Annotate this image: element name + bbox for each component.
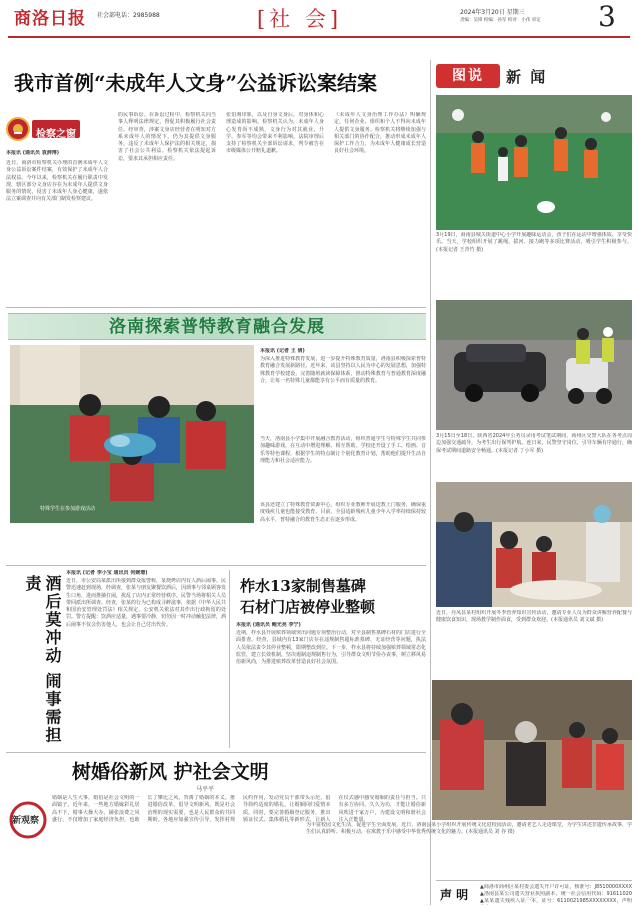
photo-nutrition-caption: 近日，丹凤县某村组织开展冬季营养知识宣传活动，邀请专业人员为群众讲解营养配餐与健康饮食知识，现场教学制作面食，受到群众欢迎。(本报通讯员 刘文斌 摄) bbox=[436, 610, 632, 624]
marriage-custom-body: 婚姻是人生大事，婚俗是社会文明的一面镜子。近年来，一些地方婚嫁彩礼居高不下，婚事大操大办、铺张浪费之风盛行，不仅增加了家庭经济负担，也助长了攀比之风，背离了婚姻的本义。推进婚俗改革，倡导文明新风，既是社会治理的现实需要，也是人民群众的共同期盼。各地应加强宣传引导，发挥村规民约作用，发动党员干部带头示范，倡导简约适度的婚礼，让婚姻回归爱情本质。同时，要完善婚姻登记服务，推出颁证仪式、集体婚礼等新形式，让新人在仪式感中感受婚姻的责任与担当。只有多方协同、久久为功，才能让婚俗新风吹进千家万户，为建设文明和谐社会注入正能量。 bbox=[52, 795, 426, 823]
section-label: [社 会] bbox=[257, 7, 343, 31]
photo-traffic-police bbox=[436, 300, 632, 430]
education-para-3: 该县还建立了特殊教育资源中心，组织专业教师开展送教上门服务，确保重度残疾儿童也能接受教育。目前，全县适龄残疾儿童少年入学率持续保持较高水平，普特融合的教育生态正在逐步形成。 bbox=[260, 502, 426, 523]
drunk-article-body: 近日，市公安局某派出所接到群众报警称，某烧烤店内有人酒后闹事。民警迅速赶到现场，经调查，张某与朋友聚餐饮酒后，因琐事与邻桌顾客发生口角，进而推搡打闹，扰乱了店内正常经营秩序。民警当场将相关人员带回派出所调查。经查，张某的行为已构成寻衅滋事，依据《中华人民共和国治安管理处罚法》相关规定，公安机关依法对其作出行政拘留的处罚。警方提醒：饮酒应适量，遇事要冷静，切勿因一时冲动触犯法律，酒后闹事不仅会伤害他人，也会让自己付出代价。 bbox=[66, 578, 226, 628]
lead-col-4: 《未成年人文身治理工作办法》明确规定，任何企业、组织和个人不得向未成年人提供文身服务。检察机关将继续加强与相关部门的协作配合，推动形成未成年人保护工作合力，为未成年人健康成长营造良好社会环境。 bbox=[334, 112, 426, 155]
education-photo-caption: 特殊学生在参加游戏活动 bbox=[40, 506, 96, 512]
column-label-text: 检察之窗 bbox=[36, 129, 76, 140]
procuratorate-column-label bbox=[6, 117, 76, 143]
picture-news-title: 新 闻 bbox=[506, 68, 548, 86]
picture-news-tag bbox=[436, 64, 500, 88]
tombstone-body: 近期，柞水县开展殡葬领域突出问题专项整治行动，对全县制售墓碑石材的门店进行全面排查。经查，县域内有13家门店存在违规制售超标准墓碑、无证经营等问题，执法人员依法责令其停业整顿，限期整改到位。下一步，柞水县将持续加强殡葬领域常态化监管，建立长效机制，坚决遏制违规制售行为，引导群众文明节俭办丧事，树立移风易俗新风尚，为推进殡葬改革营造良好社会氛围。 bbox=[236, 630, 426, 666]
notice-item: ▲商洛市商州区某村委会遗失开户许可证，核准号：J8510000XXXX bbox=[480, 884, 632, 890]
photo-education-activity bbox=[10, 345, 254, 523]
lead-col-2: 的民事诉讼。在诉讼过程中，检察机关向当事人释明法律规定，督促其积极履行社会责任。经审查，涉案文身店经营者在明知对方系未成年人的情况下，仍为其提供文身服务，违反了未成年人保护法的相关规定，损害了社会公共利益。检察机关依法提起诉讼，要求其承担相应责任。 bbox=[118, 112, 216, 162]
photo-traffic-caption: 3月15日至18日，陕西省2024年公务员录用考试笔试期间，商州区交警大队在各考点周边加强交通疏导，为考生出行保驾护航。连日来，民警坚守岗位，引导车辆有序通行，确保考试期间道路安全畅通。(本报记者 丁小军 摄) bbox=[436, 433, 632, 454]
masthead bbox=[0, 0, 638, 40]
education-banner bbox=[8, 313, 426, 340]
photo-heritage-class bbox=[432, 680, 632, 820]
notice-label: 声 明 bbox=[440, 888, 469, 902]
photo-heritage-caption: 为丰富校园文化生活，促进学生全面发展，近日，洛南县某小学组织开展传统文化进校园活动，邀请老艺人走进课堂，为学生讲述非遗传承故事，学生们认真聆听、积极互动，在寓教于乐中感受中华优秀传统文化的魅力。(本报通讯员 刘 谷 摄) bbox=[306, 822, 632, 836]
picture-news-header bbox=[436, 64, 632, 88]
divider-under-education bbox=[6, 565, 426, 566]
dept-phone: 社会部电话：2985988 bbox=[97, 12, 160, 19]
drunk-article-byline: 本报讯 (记者 李小宝 通讯员 何婉璟) bbox=[66, 570, 148, 576]
photo-sports-caption: 3月19日，商南县城关街道中心小学开展趣味运动会，孩子们在运动中增强体质、享受快乐。当天，学校组织开展了跳绳、拔河、接力跑等多项比赛活动，吸引学生积极参与。(本报记者 王青竹 摄) bbox=[436, 232, 632, 253]
marriage-custom-title: 树婚俗新风 护社会文明 bbox=[72, 761, 269, 783]
lead-col-1: 近日，商洛市检察机关办理的首例未成年人文身公益诉讼案件结案，有效保护了未成年人合法权益。今年以来，检察机关在履行职责中发现，辖区部分文身店存在为未成年人提供文身服务的情况，侵害了未成年人身心健康，遂依法立案调查并向有关部门制发检察建议。 bbox=[6, 160, 108, 203]
photo-nutrition-class bbox=[436, 482, 632, 607]
editors-line: 责编：吴锋 校编：孙军 校对：小伟 审定 bbox=[460, 18, 541, 23]
column-label-box bbox=[32, 120, 80, 138]
divider-above-bottom bbox=[6, 752, 426, 753]
lead-byline: 本报讯 (通讯员 袁湃博) bbox=[6, 150, 60, 156]
divider-vertical-main bbox=[430, 60, 431, 905]
tombstone-byline: 本报讯 (通讯员 鲍光亮 李宁) bbox=[236, 622, 301, 628]
tombstone-title-2: 石材门店被停业整顿 bbox=[240, 598, 376, 616]
procuratorate-emblem-icon bbox=[6, 117, 30, 141]
notice-item: ▲某某遗失残疾人证一本，证号：6110021985XXXXXXXX，声明 bbox=[480, 898, 632, 904]
page-number: 3 bbox=[598, 0, 616, 33]
lead-col-3: 张伯驹印象，以及自身文身后，对身体和心理造成的影响。检察机关认为，未成年人身心发育尚不成熟，文身行为对其就业、升学、参军等均会带来不利影响。法院审理后支持了检察机关全部诉讼请求，判令被告在市级媒体公开赔礼道歉。 bbox=[226, 112, 324, 155]
new-observation-text: 新观察 bbox=[12, 816, 40, 826]
photo-sports-meet bbox=[436, 95, 632, 230]
masthead-rule bbox=[8, 36, 630, 38]
notice-item: ▲洛南县某公司遗失营业执照副本，统一社会信用代码：91611020 bbox=[480, 891, 632, 897]
education-banner-title: 洛南探索普特教育融合发展 bbox=[109, 317, 325, 337]
lead-headline: 我市首例“未成年人文身”公益诉讼案结案 bbox=[14, 71, 378, 95]
education-para-1: 为深入推进特殊教育发展，进一步提升特殊教育质量，洛南县积极探索普特教育融合发展新路径。近年来，该县坚持以人民为中心的发展思想，加强特殊教育学校建设，完善随班就读保障体系，推动特殊教育与普通教育深度融合，让每一名特殊儿童都能享有公平而有质量的教育。 bbox=[260, 356, 426, 384]
divider-mid-vertical bbox=[229, 570, 230, 748]
tombstone-title-1: 柞水13家制售墓碑 bbox=[240, 577, 366, 595]
marriage-custom-author: 马平平 bbox=[196, 786, 215, 793]
education-byline: 本报讯 (记者 王 倩) bbox=[260, 348, 305, 354]
divider-notice bbox=[436, 880, 632, 881]
issue-date: 2024年3月20日 星期三 bbox=[460, 9, 525, 16]
picture-news-tag-text: 图说 bbox=[452, 68, 484, 84]
drunk-article-title: 酒后莫冲动 闹事需担责 bbox=[23, 575, 62, 745]
newspaper-logo: 商洛日报 bbox=[14, 9, 86, 29]
divider-under-lead bbox=[6, 307, 426, 308]
new-observation-badge bbox=[8, 800, 48, 850]
education-para-2: 当天，洛南县小学集中开展融合教育活动，组织普通学生与特殊学生共同参加趣味游戏，在互动中增进理解、相互帮助。学校还开设了手工、绘画、音乐等特色课程，根据学生的特点制订个别化教育计划，帮助他们提升生活自理能力和社会适应能力。 bbox=[260, 436, 426, 464]
notice-list bbox=[480, 884, 632, 910]
